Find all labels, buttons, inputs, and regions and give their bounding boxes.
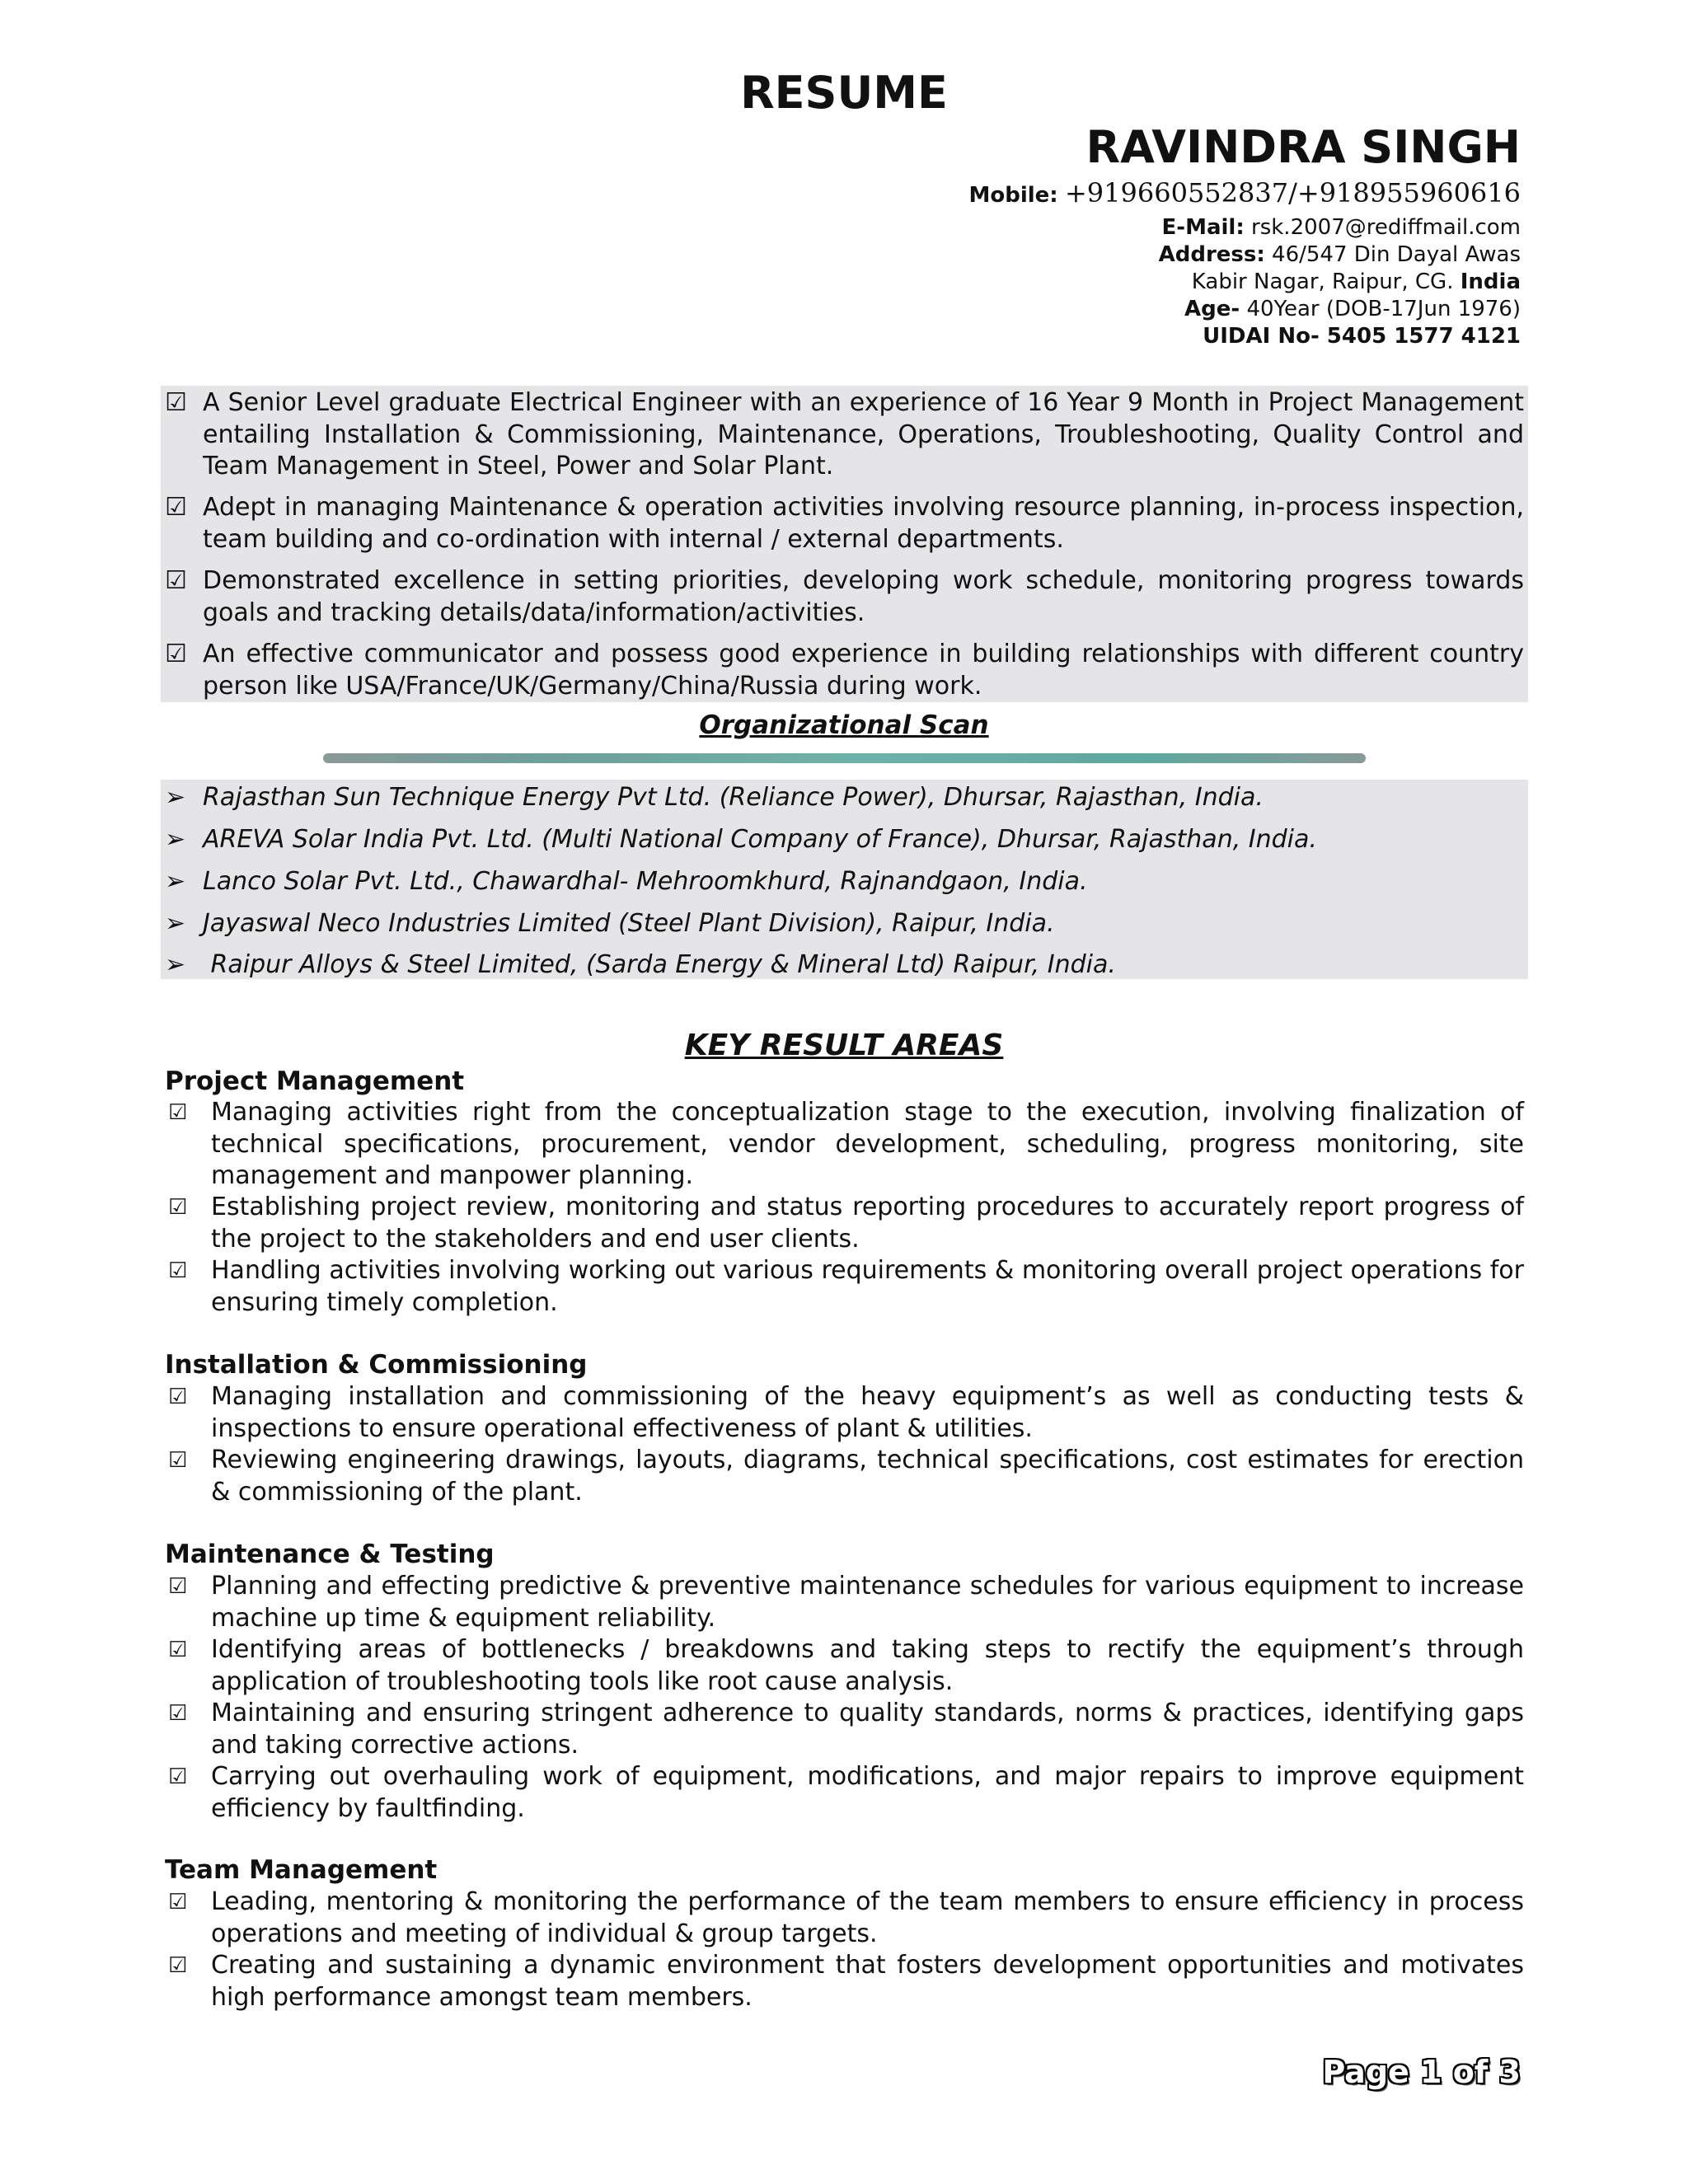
summary-item [165, 565, 1524, 629]
summary-item [165, 492, 1524, 555]
kra-item [165, 1950, 1524, 2013]
project-management-heading: Project Management [165, 1066, 465, 1096]
address-value: 46/547 Din Dayal Awas [1272, 242, 1521, 267]
kra-text: Planning and effecting predictive & preventive maintenance schedules for various equipment to increase machine up time & equipment reliability. [211, 1572, 1524, 1633]
checkbox-icon: ☑ [168, 1890, 188, 1915]
org-item [165, 781, 1264, 814]
org-item [165, 865, 1088, 898]
candidate-name: RAVINDRA SINGH [1085, 121, 1521, 173]
kra-item [165, 1761, 1524, 1825]
checkbox-icon: ☑ [168, 1574, 188, 1599]
section-divider [323, 753, 1366, 763]
org-text: Lanco Solar Pvt. Ltd., Chawardhal- Mehroomkhurd, Rajnandgaon, India. [203, 867, 1088, 896]
summary-item [165, 387, 1524, 483]
kra-text: Managing installation and commissioning of the heavy equipment’s as well as conducting tests & inspections to ensure operational effectiveness of plant & utilities. [211, 1382, 1524, 1443]
org-scan-heading: Organizational Scan [699, 710, 989, 740]
kra-text: Identifying areas of bottlenecks / breakdowns and taking steps to rectify the equipment’s through application of troubleshooting tools like root cause analysis. [211, 1635, 1524, 1696]
org-text: Jayaswal Neco Industries Limited (Steel Plant Division), Raipur, India. [203, 909, 1055, 938]
kra-text: Creating and sustaining a dynamic environment that fosters development opportunities and motivates high performance amongst team members. [211, 1951, 1524, 2012]
age-label: Age- [1184, 297, 1240, 321]
checkbox-icon: ☑ [168, 1385, 188, 1409]
summary-item [165, 639, 1524, 702]
kra-text: Establishing project review, monitoring and status reporting procedures to accurately report progress of the project to the stakeholders and end user clients. [211, 1193, 1524, 1254]
kra-text: Maintaining and ensuring stringent adherence to quality standards, norms & practices, identifying gaps and taking corrective actions. [211, 1699, 1524, 1760]
kra-heading: KEY RESULT AREAS [684, 1029, 1004, 1062]
checkbox-icon: ☑ [165, 566, 187, 595]
org-text: AREVA Solar India Pvt. Ltd. (Multi National Company of France), Dhursar, Rajasthan, India. [203, 825, 1317, 854]
summary-text: Adept in managing Maintenance & operation activities involving resource planning, in-process inspection, team building and co-ordination with internal / external departments. [203, 493, 1524, 554]
checkbox-icon: ☑ [165, 493, 187, 522]
org-item [165, 907, 1055, 940]
team-management-heading: Team Management [165, 1855, 438, 1885]
address-city: Kabir Nagar, Raipur, CG. [1191, 269, 1454, 294]
age-value: 40Year (DOB-17Jun 1976) [1246, 297, 1521, 321]
document-title: RESUME [740, 67, 948, 119]
installation-heading: Installation & Commissioning [165, 1350, 588, 1380]
kra-item [165, 1192, 1524, 1255]
email-line [1162, 214, 1521, 241]
address-line-2 [1192, 269, 1521, 296]
kra-item [165, 1571, 1524, 1634]
age-line [1184, 296, 1521, 323]
kra-item [165, 1445, 1524, 1508]
uidai-line [1203, 323, 1521, 350]
mobile-value: +919660552837/+918955960616 [1064, 177, 1521, 209]
maintenance-heading: Maintenance & Testing [165, 1540, 495, 1569]
page-number: Page 1 of 3 [1322, 2054, 1521, 2090]
org-item [165, 823, 1317, 856]
kra-text: Carrying out overhauling work of equipment, modifications, and major repairs to improve equipment efficiency by faultfinding. [211, 1762, 1524, 1823]
org-item [165, 949, 1116, 982]
checkbox-icon: ☑ [168, 1701, 188, 1726]
arrow-icon: ➢ [165, 909, 186, 938]
mobile-line [968, 177, 1522, 209]
checkbox-icon: ☑ [168, 1953, 188, 1978]
arrow-icon: ➢ [165, 783, 186, 812]
org-text: Rajasthan Sun Technique Energy Pvt Ltd. (Reliance Power), Dhursar, Rajasthan, India. [203, 783, 1264, 812]
checkbox-icon: ☑ [165, 388, 187, 417]
kra-text: Handling activities involving working out various requirements & monitoring overall project operations for ensuring timely completion. [211, 1256, 1524, 1317]
checkbox-icon: ☑ [168, 1765, 188, 1789]
checkbox-icon: ☑ [168, 1448, 188, 1473]
checkbox-icon: ☑ [168, 1195, 188, 1220]
summary-text: A Senior Level graduate Electrical Engineer with an experience of 16 Year 9 Month in Project Management entailing Installation & Commissioning, Maintenance, Operations, Troubleshooting, Quality Control and Team Management in Steel, Power and Solar Plant. [203, 388, 1524, 480]
summary-text: An effective communicator and possess good experience in building relationships with different country person like USA/France/UK/Germany/China/Russia during work. [203, 640, 1524, 701]
uidai-value: UIDAI No- 5405 1577 4121 [1203, 324, 1521, 349]
arrow-icon: ➢ [165, 867, 186, 896]
address-label: Address: [1158, 242, 1265, 267]
address-line-1 [1159, 241, 1521, 269]
kra-item [165, 1886, 1524, 1950]
checkbox-icon: ☑ [168, 1100, 188, 1125]
kra-item [165, 1097, 1524, 1193]
org-text: Raipur Alloys & Steel Limited, (Sarda Energy & Mineral Ltd) Raipur, India. [203, 950, 1116, 979]
kra-text: Leading, mentoring & monitoring the performance of the team members to ensure efficiency in process operations and meeting of individual & group targets. [211, 1887, 1524, 1948]
kra-item [165, 1381, 1524, 1445]
kra-text: Reviewing engineering drawings, layouts, diagrams, technical specifications, cost estimates for erection & commissioning of the plant. [211, 1446, 1524, 1507]
address-country: India [1460, 269, 1521, 294]
email-label: E-Mail: [1161, 215, 1245, 240]
kra-item [165, 1698, 1524, 1761]
email-value: rsk.2007@rediffmail.com [1251, 215, 1521, 240]
checkbox-icon: ☑ [165, 640, 187, 668]
kra-item [165, 1255, 1524, 1319]
kra-item [165, 1634, 1524, 1698]
kra-text: Managing activities right from the conceptualization stage to the execution, involving finalization of technical specifications, procurement, vendor development, scheduling, progress monitoring, site management and manpower planning. [211, 1098, 1524, 1190]
arrow-icon: ➢ [165, 825, 186, 854]
checkbox-icon: ☑ [168, 1638, 188, 1662]
mobile-label: Mobile: [968, 183, 1058, 208]
arrow-icon: ➢ [165, 950, 186, 979]
summary-text: Demonstrated excellence in setting priorities, developing work schedule, monitoring progress towards goals and tracking details/data/information/activities. [203, 566, 1524, 627]
checkbox-icon: ☑ [168, 1258, 188, 1283]
